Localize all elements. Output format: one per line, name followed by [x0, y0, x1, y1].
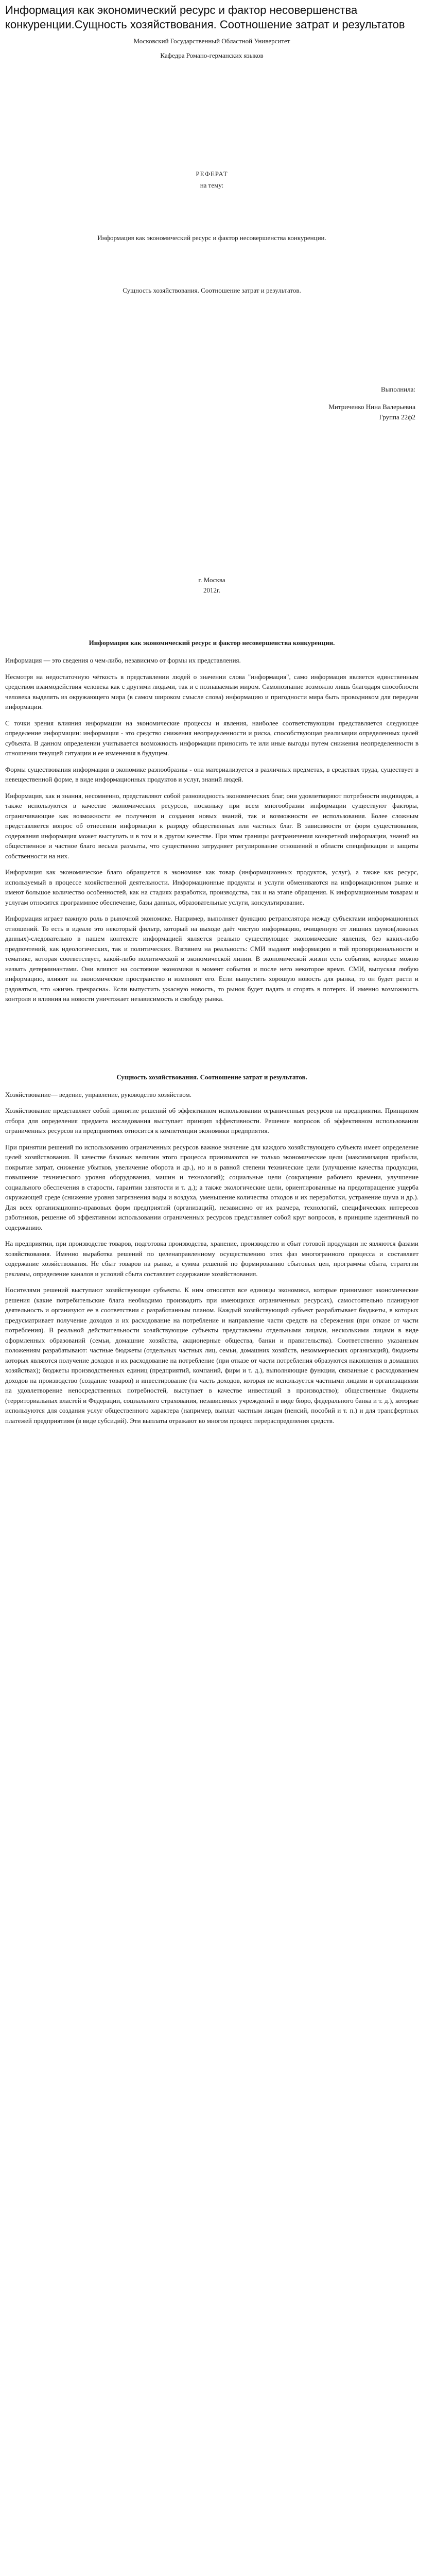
university-name: Московский Государственный Областной Университет: [133, 37, 290, 45]
topic-line-2: Сущность хозяйствования. Соотношение затрат и результатов.: [123, 286, 301, 294]
city-label: г. Москва: [198, 576, 225, 584]
paragraph: Информация — это сведения о чем-либо, независимо от формы их представления.: [5, 656, 241, 664]
paragraph: С точки зрения влияния информации на экономические процессы и явления, наиболее соответствующим представляется следующее определение информации: информация - это средство снижения неопределенности и риска, способствующая реализации определенных целей субъекта. В данном определении учитывается возможность информации приносить те или иные выгоды путем снижения неопределенности в отношении текущей ситуации и ее изменения в будущем.: [5, 719, 418, 757]
topic-intro: на тему:: [200, 181, 224, 189]
paragraph: Информация играет важную роль в рыночной экономике. Например, выполняет функцию ретранслятора между субъектами информационных отношений. То есть в идеале это некоторый фильтр, который на выходе даёт чистую информацию, очищенную от лишних шумов(ложных данных)-следовательно в нашем контексте информацией является реально существующие экономические явления, без каких-либо предпочтений, как идеологических, так и политических. Взглянем на реальность: СМИ выдают информацию в той пропорциональности и тематике, которая соответствует, какой-либо политической и экономической линии. В экономической жизни есть события, которые можно назвать детерминантами. Они влияют на состояние экономики в момент события и после него некоторое время. СМИ, выпуская любую информацию, влияют на экономическое пространство и изменяют его. Если выпустить хорошую новость для рынка, то он будет расти и радоваться, что «жизнь прекрасна». Если выпустить ужасную новость, то рынок будет падать и сгорать в потерях. И именно возможность контроля и влияния на новости уничтожает независимость и свободу рынка.: [5, 914, 418, 1003]
author-name: Митриченко Нина Валерьевна: [328, 403, 415, 411]
author-group: Группа 22ф2: [379, 413, 415, 421]
paragraph: Информация, как и знания, несомненно, представляют собой разновидность экономических благ, они удовлетворяют потребности индивидов, а также используются в качестве экономических ресурсов, поскольку при всем многообразии информации существуют факторы, ограничивающие как возможности ее получения и создания новых знаний, так и возможности ее использования. Более сложным представляется вопрос об отнесении информации к разряду общественных или частных благ. В зависимости от форм существования, содержания информация может выступать и в том и в другом качестве. При этом границы разграничения конкретной информации, знаний на общественное и частное благо весьма размыты, что существенно затрудняет регулирование отношений в области спецификации и защиты собственности на них.: [5, 791, 418, 860]
referat-label: РЕФЕРАТ: [196, 170, 228, 178]
paragraph: Хозяйствование— ведение, управление, руководство хозяйством.: [5, 1090, 192, 1098]
paragraph: При принятии решений по использованию ограниченных ресурсов важное значение для каждого хозяйствующего субъекта имеет определение целей хозяйствования. В качестве базовых величин этого процесса принимаются не только экономические цели (максимизация прибыли, покрытие затрат, снижение убытков, увеличение оборота и др.), но и в равной степени технические цели (улучшение качества продукции, повышение технического уровня оборудования, машин и технологий); социальные цели (сокращение рабочего времени, улучшение социального обеспечения в старости, гарантии занятости и т. д.); а также экологические цели, ориентированные на предотвращение ущерба окружающей среде (снижение уровня загрязнения воды и воздуха, уменьшение количества отходов и их переработки, устранение шума и др.). Для всех организационно-правовых форм предприятий (организаций), независимо от их размера, технологий, специфических интересов работников, решение об эффективном использовании ограниченных ресурсов представляет собой круг вопросов, в принципе идентичный по содержанию.: [5, 1143, 418, 1231]
paragraph: Информация как экономическое благо обращается в экономике как товар (информационных продуктов, услуг), а также как ресурс, используемый в процессе хозяйственной деятельности. Информационные продукты и услуги обмениваются на информационном рынке и имеют большое количество особенностей, как на стадиях разработки, производства, так и на этапе обращения. К информационным товарам и услугам относится программное обеспечение, базы данных, образовательные услуги, консультирование.: [5, 868, 418, 906]
paragraph: Носителями решений выступают хозяйствующие субъекты. К ним относятся все единицы экономики, которые принимают экономические решения (какие потребительские блага необходимо производить при имеющихся ограниченных ресурсах), самостоятельно планируют деятельность и организуют ее в соответствии с разработанным планом. Каждый хозяйствующий субъект разрабатывает бюджеты, в которых предусматривает получение доходов и их расходование на потребление и направление части средств на сбережения (при отказе от части потребления). В реальной действительности хозяйствующие субъекты представлены отдельными лицами, несколькими лицами в виде оформленных образований (семьи, домашние хозяйства, акционерные общества, банки и правительства). Соответственно указанным положениям разрабатывают: частные бюджеты (отдельных частных лиц, семьи, домашних хозяйств, некоммерческих организаций), бюджеты которых являются получение доходов и их расходование на потребление (при отказе от части потребления образуются накопления в домашних хозяйствах); бюджеты производственных единиц (предприятий, компаний, фирм и т. д.), выполняющие функции, связанные с расходованием доходов на производство (создание товаров) и инвестирование (та часть доходов, которая не используется частными лицами и организациями на удовлетворение непосредственных потребностей, выступает в качестве инвестиций в производство); общественные бюджеты (территориальных властей и Федерации, социального страхования, независимых учреждений в виде бюро, федерального банка и т. д.), которые используются для создания услуг общественного характера (например, выплат частным лицам (пенсий, пособий и т. п.) и для трансфертных платежей предприятиям (в виде субсидий). Эти выплаты отражают во многом процесс перераспределения средств.: [5, 1286, 418, 1425]
year-label: 2012г.: [203, 586, 221, 594]
paragraph: Формы существования информации в экономике разнообразны - она материализуется в различных предметах, в средствах труда, существует в невещественной форме, в виде информационных продуктов и услуг, знаний людей.: [5, 765, 418, 783]
section-1-body: [5, 655, 418, 1004]
section-1-heading: Информация как экономический ресурс и фактор несовершенства конкуренции.: [89, 639, 335, 647]
author-block: [5, 384, 418, 422]
paragraph: На предприятии, при производстве товаров, подготовка производства, хранение, производство и сбыт готовой продукции не являются фазами хозяйствования. Именно выработка решений по целенаправленному осуществлению этих фаз многогранного процесса и составляет содержание хозяйствования. Не сбыт товаров на рынке, а сумма решений по формированию сбытовых цен, программы сбыта, стратегии рекламы, определение каналов и условий сбыта составляет содержание хозяйствования.: [5, 1240, 418, 1278]
document-title: Информация как экономический ресурс и фактор несовершенства конкуренции.Сущность хозяйствования. Соотношение затрат и результатов: [5, 4, 405, 31]
topic-line-1: Информация как экономический ресурс и фактор несовершенства конкуренции.: [97, 234, 326, 242]
section-2-heading: Сущность хозяйствования. Соотношение затрат и результатов.: [116, 1073, 307, 1081]
paragraph: Хозяйствование представляет собой принятие решений об эффективном использовании ограниченных ресурсов на предприятии. Принципом отбора для определения предмета исследования выступает принцип эффективности. Решение вопросов об эффективном использовании ограниченных ресурсов на предприятиях относится к компетенции экономики предприятия.: [5, 1107, 418, 1134]
department-name: Кафедра Романо-германских языков: [160, 52, 264, 59]
section-2-body: [5, 1090, 418, 1426]
paragraph: Несмотря на недостаточную чёткость в представлении людей о значении слова "информация", само информация является единственным средством взаимодействия человека как с другими людьми, так и с познаваемым миром. Самопознание возможно лишь благодаря способности человека выделять из окружающего мира (в самом широком смысле слова) информацию и пригодности мира быть проводником для передачи информации.: [5, 672, 418, 710]
author-label: Выполнила:: [381, 385, 415, 393]
